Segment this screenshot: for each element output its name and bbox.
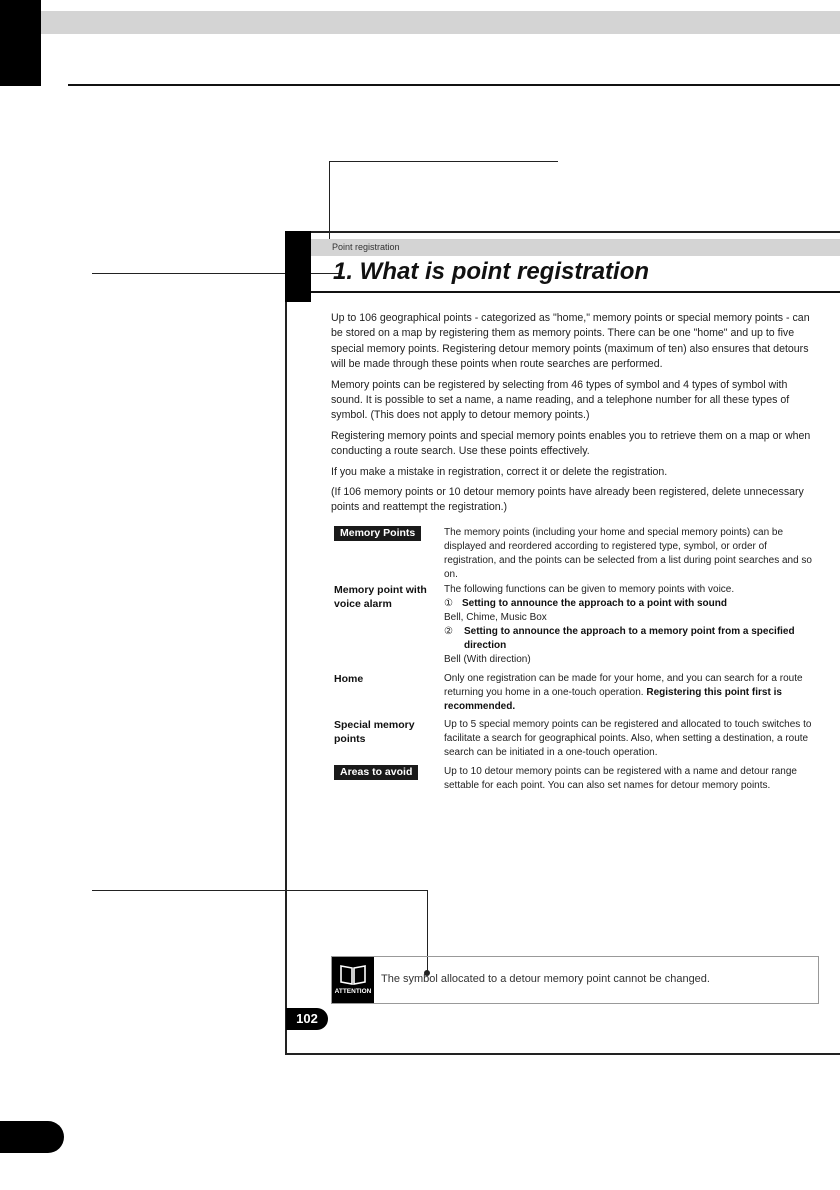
intro-paragraph: (If 106 memory points or 10 detour memory points have already been registered, delete unnecessary points and reattempt the registration.) (331, 486, 804, 514)
top-header-bar (41, 11, 840, 34)
desc-avoid: Up to 10 detour memory points can be registered with a name and detour range settable for each point. You can also set names for detour memory points. (444, 766, 797, 791)
voice-alarm-item-2-detail: Bell (With direction) (444, 654, 531, 665)
top-rule (68, 84, 840, 86)
term-avoid: Areas to avoid (334, 765, 418, 780)
intro-paragraph: Up to 106 geographical points - categorized as "home," memory points or special memory points - can be stored on a map by registering them as memory points. There can be one "home" and up to five special memory points. Registering detour memory points (maximum of ten) also ensures that detours will be made through these points when route searches are performed. (331, 312, 810, 371)
callout-line-top-horizontal (329, 161, 558, 162)
desc-home (444, 672, 816, 714)
desc-special: Up to 5 special memory points can be registered and allocated to touch switches to facilitate a search for geographical points. Also, when setting a destination, a route search can be initiated in a one-touch operation. (444, 719, 812, 758)
attention-label: ATTENTION (334, 988, 372, 995)
intro-paragraph: Memory points can be registered by selecting from 46 types of symbol and 4 types of symbol with sound. It is possible to set a name, a name reading, and a telephone number for all these types of symbol. (This does not apply to detour memory points.) (331, 378, 790, 422)
desc-home-bold: Registering this point first is recommended. (444, 687, 782, 712)
intro-text (331, 311, 816, 521)
term-home: Home (334, 673, 364, 685)
voice-alarm-intro: The following functions can be given to memory points with voice. (444, 584, 735, 595)
term-special: Special memory points (334, 719, 415, 745)
desc-home-text: Only one registration can be made for your home, and you can search for a route returning you home in a one-touch operation. (444, 673, 803, 698)
top-black-tab (0, 0, 41, 86)
breadcrumb: Point registration (332, 242, 400, 252)
voice-alarm-item-2 (444, 625, 816, 653)
voice-alarm-item-1 (444, 597, 816, 611)
voice-alarm-item-1-detail: Bell, Chime, Music Box (444, 612, 547, 623)
intro-paragraph: If you make a mistake in registration, correct it or delete the registration. (331, 465, 668, 478)
attention-text: The symbol allocated to a detour memory point cannot be changed. (381, 973, 710, 985)
page-title: 1. What is point registration (333, 258, 650, 285)
intro-paragraph: Registering memory points and special memory points enables you to retrieve them on a map or when conducting a route search. Use these points effectively. (331, 429, 811, 458)
desc-memory-points: The memory points (including your home and special memory points) can be displayed and reordered according to registered type, symbol, or order of registration, and the points can be selected from a list during point searches and so on. (444, 527, 812, 580)
term-voice-alarm: Memory point with voice alarm (334, 584, 427, 610)
circled-number-1: ① (444, 598, 453, 609)
voice-alarm-item-1-title: Setting to announce the approach to a point with sound (462, 598, 727, 609)
term-memory-points: Memory Points (334, 526, 421, 541)
inner-black-tab (285, 231, 311, 302)
book-icon (332, 957, 374, 1003)
page-number: 102 (286, 1008, 328, 1030)
circled-number-2: ② (444, 626, 453, 637)
bottom-black-tab (0, 1121, 64, 1153)
desc-voice-alarm (444, 583, 816, 667)
title-rule (311, 291, 840, 293)
voice-alarm-item-2-title: Setting to announce the approach to a memory point from a specified direction (464, 626, 795, 651)
